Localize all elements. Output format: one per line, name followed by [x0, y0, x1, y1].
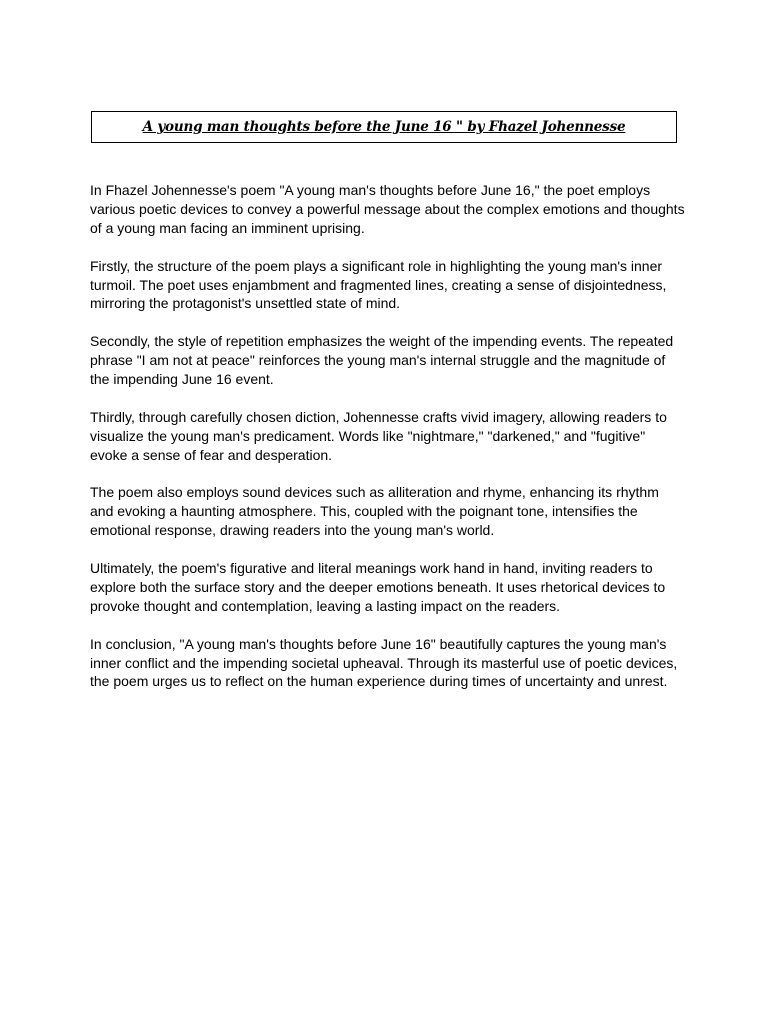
title-box — [91, 111, 677, 143]
paragraph-structure: Firstly, the structure of the poem plays a significant role in highlighting the young man's inner turmoil. The poet uses enjambment and fragmented lines, creating a sense of disjointedness, mirroring the protagonist's unsettled state of mind. — [90, 257, 667, 312]
paragraph-diction: Thirdly, through carefully chosen diction, Johennesse crafts vivid imagery, allowing readers to visualize the young man's predicament. Words like "nightmare," "darkened," and "fugitive" evoke a sense of fear and desperation. — [90, 408, 667, 463]
document-body — [90, 181, 686, 710]
paragraph-meanings: Ultimately, the poem's figurative and literal meanings work hand in hand, inviting readers to explore both the surface story and the deeper emotions beneath. It uses rhetorical devices to provoke thought and contemplation, leaving a lasting impact on the readers. — [90, 560, 666, 614]
paragraph-conclusion: In conclusion, "A young man's thoughts before June 16" beautifully captures the young man's inner conflict and the impending societal upheaval. Through its masterful use of poetic devices, the poem urges us to reflect on the human experience during times of uncertainty and unrest. — [90, 635, 678, 690]
document-title: A young man thoughts before the June 16 " by Fhazel Johennesse — [142, 119, 626, 135]
paragraph-repetition: Secondly, the style of repetition emphasizes the weight of the impending events. The repeated phrase "I am not at peace" reinforces the young man's internal struggle and the magnitude of the impending June 16 event. — [90, 333, 674, 388]
paragraph-sound-devices: The poem also employs sound devices such as alliteration and rhyme, enhancing its rhythm and evoking a haunting atmosphere. This, coupled with the poignant tone, intensifies the emotional response, drawing readers into the young man's world. — [90, 484, 659, 539]
paragraph-introduction: In Fhazel Johennesse's poem "A young man's thoughts before June 16," the poet employs various poetic devices to convey a powerful message about the complex emotions and thoughts of a young man facing an imminent uprising. — [90, 182, 685, 236]
